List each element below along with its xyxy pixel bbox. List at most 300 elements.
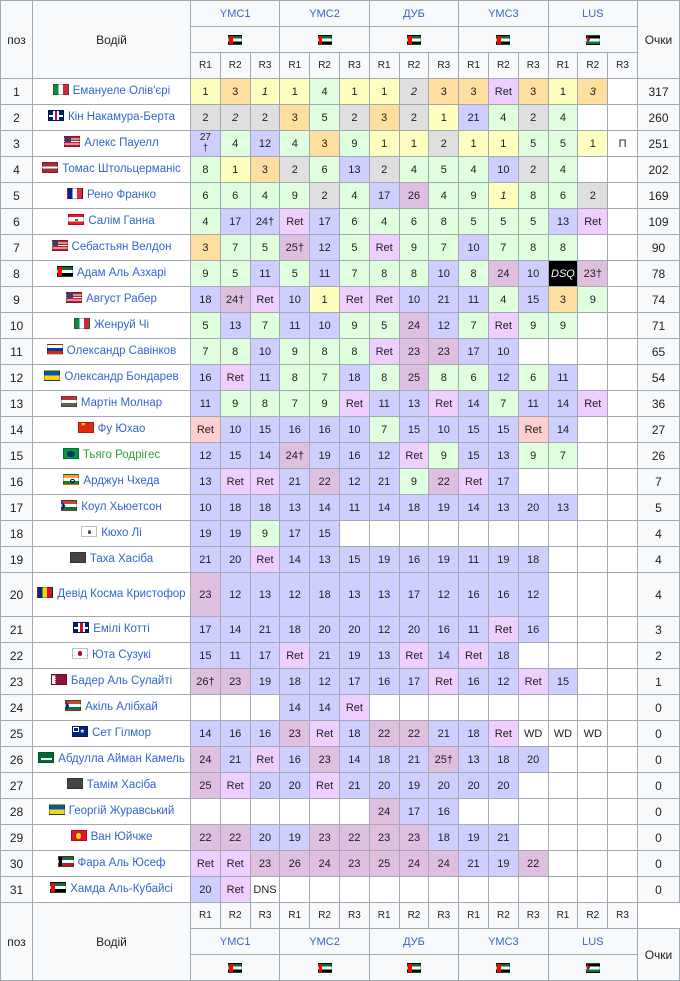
result-cell: 1: [488, 131, 518, 157]
driver-name-link[interactable]: Кюхо Лі: [101, 527, 142, 540]
fra-flag-icon: [67, 188, 83, 199]
event-name-4[interactable]: LUS: [548, 1, 637, 27]
table-row: [1, 695, 680, 721]
result-cell: Ret: [220, 469, 250, 495]
qat-flag-icon: [51, 674, 67, 685]
driver-name-link[interactable]: Бадер Аль Сулайті: [70, 675, 173, 688]
driver-name-link[interactable]: Акіль Алібхай: [85, 701, 158, 714]
result-cell: 4: [280, 131, 310, 157]
result-cell: [369, 877, 399, 903]
driver-cell: [33, 443, 191, 469]
gbr-flag-icon: [73, 622, 89, 633]
result-cell: 13: [488, 495, 518, 521]
result-cell: Ret: [220, 877, 250, 903]
result-cell: 5: [191, 313, 221, 339]
result-cell: Ret: [369, 235, 399, 261]
result-cell: 1: [250, 79, 280, 105]
round-header-0-2: R3: [250, 53, 280, 79]
driver-name-link[interactable]: Август Рабер: [86, 293, 157, 306]
result-cell: 10: [339, 417, 369, 443]
result-cell: [250, 695, 280, 721]
result-cell: 20: [518, 747, 548, 773]
result-cell: 5: [518, 209, 548, 235]
result-cell: 13: [339, 573, 369, 617]
result-cell: 4: [429, 183, 459, 209]
result-cell: [548, 773, 578, 799]
result-cell: 19: [339, 643, 369, 669]
result-cell: [608, 669, 638, 695]
driver-name-link[interactable]: Кін Накамура-Берта: [67, 111, 176, 124]
result-cell: WD: [518, 721, 548, 747]
driver-name-link[interactable]: Салім Ганна: [88, 215, 155, 228]
result-cell: 20: [488, 773, 518, 799]
result-cell: [220, 695, 250, 721]
result-cell: 2: [518, 157, 548, 183]
result-cell: 19: [488, 547, 518, 573]
result-cell: 23: [310, 747, 340, 773]
round-header-4-2: R3: [608, 903, 638, 929]
result-cell: [548, 547, 578, 573]
result-cell: 14: [191, 721, 221, 747]
result-cell: 13: [280, 495, 310, 521]
points-cell: 1: [638, 669, 680, 695]
result-cell: 14: [339, 747, 369, 773]
result-cell: 3: [429, 79, 459, 105]
table-row: [1, 547, 680, 573]
driver-cell: [33, 183, 191, 209]
driver-name-link[interactable]: Рено Франко: [87, 189, 156, 202]
result-cell: [310, 799, 340, 825]
points-cell: 2: [638, 643, 680, 669]
driver-name-link[interactable]: Таха Хасіба: [89, 553, 154, 566]
driver-name-link[interactable]: Олександр Савінков: [66, 345, 177, 358]
table-row: [1, 773, 680, 799]
sau-flag-icon: [38, 752, 54, 763]
result-cell: 18: [339, 365, 369, 391]
result-cell: [608, 365, 638, 391]
driver-name-link[interactable]: Арджун Чхеда: [83, 475, 160, 488]
driver-name-link[interactable]: Алекс Пауелл: [84, 137, 159, 150]
result-cell: 10: [220, 417, 250, 443]
result-cell: [280, 799, 310, 825]
result-cell: 4: [488, 287, 518, 313]
result-cell: 6: [191, 183, 221, 209]
result-cell: [518, 799, 548, 825]
result-cell: [608, 313, 638, 339]
result-cell: 5: [459, 209, 489, 235]
round-header-2-0: R1: [369, 53, 399, 79]
result-cell: [608, 391, 638, 417]
round-header-4-2: R3: [608, 53, 638, 79]
result-cell: 4: [339, 183, 369, 209]
driver-name-link[interactable]: Сет Гілмор: [92, 727, 151, 740]
driver-cell: [33, 469, 191, 495]
result-cell: 9: [220, 391, 250, 417]
result-cell: Ret: [310, 773, 340, 799]
result-cell: 16: [488, 573, 518, 617]
row-position: 17: [1, 495, 33, 521]
result-cell: [459, 521, 489, 547]
result-cell: 11: [459, 547, 489, 573]
points-cell: 90: [638, 235, 680, 261]
result-cell: 1: [369, 79, 399, 105]
result-cell: 17: [399, 799, 429, 825]
points-cell: 202: [638, 157, 680, 183]
event-flag-4: [548, 27, 637, 53]
driver-name-link[interactable]: Абдулла Айман Камель: [58, 753, 185, 766]
result-cell: Ret: [488, 79, 518, 105]
result-cell: [578, 773, 608, 799]
result-cell: 4: [488, 105, 518, 131]
result-cell: [280, 877, 310, 903]
driver-name-link[interactable]: Георгій Журавський: [68, 805, 175, 818]
round-header-0-0: R1: [191, 903, 221, 929]
result-cell: 12: [280, 573, 310, 617]
result-cell: 1: [339, 79, 369, 105]
header-driver: Водій: [33, 1, 191, 79]
result-cell: 13: [369, 573, 399, 617]
result-cell: [578, 617, 608, 643]
result-cell: 13: [250, 573, 280, 617]
result-cell: Ret: [518, 417, 548, 443]
footer-event-name-4[interactable]: LUS: [548, 929, 637, 955]
result-cell: 11: [548, 365, 578, 391]
result-cell: [548, 617, 578, 643]
driver-name-link[interactable]: Ван Юйчже: [90, 831, 153, 844]
result-cell: 13: [459, 747, 489, 773]
points-cell: 3: [638, 617, 680, 643]
result-cell: 18: [429, 825, 459, 851]
result-cell: [220, 799, 250, 825]
result-cell: [608, 695, 638, 721]
driver-cell: [33, 721, 191, 747]
row-position: 5: [1, 183, 33, 209]
footer-event-name-2[interactable]: ДУБ: [369, 929, 458, 955]
round-header-4-0: R1: [548, 903, 578, 929]
zaf-flag-icon: [65, 700, 81, 711]
zaf-flag-icon: [61, 500, 77, 511]
result-cell: 8: [399, 261, 429, 287]
result-cell: 5: [488, 209, 518, 235]
result-cell: 16: [310, 417, 340, 443]
result-cell: 1: [488, 183, 518, 209]
driver-name-link[interactable]: Коул Хьюетсон: [81, 501, 162, 514]
result-cell: 13: [310, 547, 340, 573]
result-cell: 8: [369, 365, 399, 391]
row-position: 23: [1, 669, 33, 695]
uae-flag-icon: [318, 963, 332, 973]
result-cell: [548, 747, 578, 773]
driver-name-link[interactable]: Олександр Бондарев: [64, 371, 179, 384]
result-cell: DSQ: [548, 261, 578, 287]
result-cell: 21: [459, 105, 489, 131]
round-header-0-0: R1: [191, 53, 221, 79]
table-row: [1, 417, 680, 443]
result-cell: 9: [399, 469, 429, 495]
round-header-1-0: R1: [280, 53, 310, 79]
result-cell: 2: [191, 105, 221, 131]
driver-name-link[interactable]: Фу Юхао: [97, 423, 146, 436]
result-cell: 2: [310, 183, 340, 209]
footer-event-name-1[interactable]: YMC2: [280, 929, 369, 955]
event-name-1[interactable]: YMC2: [280, 1, 369, 27]
driver-cell: [33, 877, 191, 903]
result-cell: [608, 799, 638, 825]
result-cell: [578, 157, 608, 183]
result-cell: [578, 469, 608, 495]
driver-name-link[interactable]: Юта Сузукі: [92, 649, 151, 662]
footer-event-name-3[interactable]: YMC3: [459, 929, 548, 955]
result-cell: 5: [280, 261, 310, 287]
result-cell: [488, 799, 518, 825]
result-cell: 8: [518, 183, 548, 209]
round-header-3-1: R2: [488, 53, 518, 79]
result-cell: 11: [250, 365, 280, 391]
result-cell: [548, 573, 578, 617]
result-cell: [518, 877, 548, 903]
event-name-2[interactable]: ДУБ: [369, 1, 458, 27]
result-cell: 21: [429, 287, 459, 313]
result-cell: 1: [459, 131, 489, 157]
result-cell: 15: [250, 417, 280, 443]
result-cell: [608, 287, 638, 313]
result-cell: 22: [191, 825, 221, 851]
result-cell: [578, 417, 608, 443]
result-cell: [608, 851, 638, 877]
result-cell: Ret: [310, 721, 340, 747]
result-cell: 5: [310, 105, 340, 131]
result-cell: [578, 825, 608, 851]
event-flag-3: [459, 27, 548, 53]
result-cell: 2: [518, 105, 548, 131]
row-position: 8: [1, 261, 33, 287]
result-cell: 13: [488, 443, 518, 469]
result-cell: 23: [399, 825, 429, 851]
result-cell: [608, 261, 638, 287]
result-cell: 8: [220, 339, 250, 365]
result-cell: [548, 643, 578, 669]
result-cell: 21: [310, 643, 340, 669]
table-row: [1, 747, 680, 773]
driver-name-link[interactable]: Фара Аль Юсеф: [77, 857, 166, 870]
driver-name-link[interactable]: Женруй Чі: [93, 319, 150, 332]
result-cell: 24: [369, 799, 399, 825]
result-cell: 9: [399, 235, 429, 261]
result-cell: 16: [518, 617, 548, 643]
result-cell: 2: [369, 157, 399, 183]
points-cell: 109: [638, 209, 680, 235]
result-cell: 8: [369, 261, 399, 287]
result-cell: 4: [191, 209, 221, 235]
result-cell: 3: [518, 79, 548, 105]
result-cell: 5: [518, 131, 548, 157]
driver-name-link[interactable]: Емілі Котті: [93, 623, 150, 636]
result-cell: 18: [310, 573, 340, 617]
driver-cell: [33, 669, 191, 695]
aus-flag-icon: [72, 726, 88, 737]
result-cell: Ret: [459, 469, 489, 495]
result-cell: Ret: [220, 773, 250, 799]
driver-cell: [33, 209, 191, 235]
result-cell: Ret: [399, 643, 429, 669]
bra-flag-icon: [63, 448, 79, 459]
header-position: поз: [1, 1, 33, 79]
result-cell: [578, 313, 608, 339]
result-cell: 9: [310, 391, 340, 417]
header-event-row: [1, 1, 680, 27]
result-cell: 19: [191, 521, 221, 547]
lbn-flag-icon: [68, 214, 84, 225]
result-cell: 7: [191, 339, 221, 365]
result-cell: 16: [459, 669, 489, 695]
result-cell: Ret: [459, 643, 489, 669]
result-cell: 14: [459, 495, 489, 521]
driver-name-link[interactable]: Адам Аль Азхарі: [76, 267, 167, 280]
row-position: 10: [1, 313, 33, 339]
result-cell: 17: [191, 617, 221, 643]
result-cell: Ret: [220, 851, 250, 877]
result-cell: 20: [399, 617, 429, 643]
result-cell: 11: [191, 391, 221, 417]
result-cell: [608, 573, 638, 617]
event-name-3[interactable]: YMC3: [459, 1, 548, 27]
lva-flag-icon: [42, 162, 58, 173]
result-cell: [608, 157, 638, 183]
points-cell: 4: [638, 573, 680, 617]
footer-event-name-0[interactable]: YMC1: [191, 929, 280, 955]
result-cell: 22: [369, 721, 399, 747]
result-cell: Ret: [399, 443, 429, 469]
result-cell: 12: [369, 617, 399, 643]
result-cell: 12: [220, 573, 250, 617]
result-cell: [429, 877, 459, 903]
row-position: 12: [1, 365, 33, 391]
result-cell: [459, 799, 489, 825]
driver-name-link[interactable]: Себастьян Велдон: [71, 241, 172, 254]
result-cell: 23: [399, 339, 429, 365]
result-cell: Ret: [339, 695, 369, 721]
result-cell: 7: [429, 235, 459, 261]
round-header-3-2: R3: [518, 53, 548, 79]
result-cell: 25†: [429, 747, 459, 773]
driver-cell: [33, 617, 191, 643]
result-cell: Ret: [339, 287, 369, 313]
result-cell: 21: [250, 617, 280, 643]
result-cell: [399, 877, 429, 903]
uae-flag-icon: [496, 35, 510, 45]
driver-cell: [33, 547, 191, 573]
result-cell: 10: [310, 313, 340, 339]
result-cell: 25: [191, 773, 221, 799]
result-cell: 8: [518, 235, 548, 261]
ita-flag-icon: [74, 318, 90, 329]
round-header-0-1: R2: [220, 53, 250, 79]
table-row: [1, 617, 680, 643]
row-position: 31: [1, 877, 33, 903]
round-header-3-1: R2: [488, 903, 518, 929]
event-name-0[interactable]: YMC1: [191, 1, 280, 27]
footer-position: поз: [1, 903, 33, 981]
result-cell: 8: [339, 339, 369, 365]
result-cell: 15: [191, 643, 221, 669]
result-cell: Ret: [369, 287, 399, 313]
driver-name-link[interactable]: Мартін Молнар: [80, 397, 163, 410]
result-cell: 15: [399, 417, 429, 443]
row-position: 1: [1, 79, 33, 105]
result-cell: 22: [310, 469, 340, 495]
uae-flag-icon: [496, 963, 510, 973]
driver-name-link[interactable]: Томас Штольцерманіс: [62, 163, 181, 176]
result-cell: 23: [339, 851, 369, 877]
uae-flag-icon: [57, 266, 73, 277]
row-position: 27: [1, 773, 33, 799]
result-cell: 14: [459, 391, 489, 417]
driver-cell: [33, 235, 191, 261]
result-cell: [608, 417, 638, 443]
result-cell: [608, 209, 638, 235]
table-row: [1, 391, 680, 417]
table-row: [1, 495, 680, 521]
result-cell: 5: [220, 261, 250, 287]
driver-name-link[interactable]: Тамім Хасіба: [86, 779, 157, 792]
result-cell: 11: [310, 261, 340, 287]
row-position: 20: [1, 573, 33, 617]
table-row: [1, 877, 680, 903]
result-cell: 4: [369, 209, 399, 235]
driver-cell: [33, 747, 191, 773]
round-header-3-0: R1: [459, 53, 489, 79]
row-position: 2: [1, 105, 33, 131]
result-cell: 16: [280, 747, 310, 773]
table-row: [1, 157, 680, 183]
result-cell: 13: [339, 157, 369, 183]
result-cell: 12: [488, 669, 518, 695]
result-cell: 25: [369, 851, 399, 877]
result-cell: 23: [220, 669, 250, 695]
dark-flag-icon: [67, 778, 83, 789]
result-cell: 16: [429, 799, 459, 825]
result-cell: [250, 799, 280, 825]
driver-name-link[interactable]: Хамда Аль-Кубайсі: [70, 883, 173, 896]
result-cell: 17: [310, 209, 340, 235]
result-cell: 9: [548, 313, 578, 339]
driver-name-link[interactable]: Тьяго Родрігес: [82, 449, 161, 462]
result-cell: П: [608, 131, 638, 157]
driver-cell: [33, 495, 191, 521]
round-header-0-2: R3: [250, 903, 280, 929]
result-cell: 5: [339, 235, 369, 261]
result-cell: 9: [459, 183, 489, 209]
row-position: 3: [1, 131, 33, 157]
result-cell: 11: [220, 643, 250, 669]
result-cell: [459, 695, 489, 721]
result-cell: 16: [280, 417, 310, 443]
result-cell: [429, 695, 459, 721]
row-position: 4: [1, 157, 33, 183]
points-cell: 36: [638, 391, 680, 417]
result-cell: 16: [459, 573, 489, 617]
points-cell: 71: [638, 313, 680, 339]
result-cell: 18: [399, 495, 429, 521]
hun-flag-icon: [61, 396, 77, 407]
driver-name-link[interactable]: Емануеле Олів'єрі: [72, 85, 171, 98]
result-cell: 21: [429, 721, 459, 747]
table-body: [1, 79, 680, 903]
result-cell: [608, 721, 638, 747]
driver-name-link[interactable]: Девід Косма Кристофор: [57, 588, 186, 601]
round-header-0-1: R2: [220, 903, 250, 929]
result-cell: [608, 235, 638, 261]
